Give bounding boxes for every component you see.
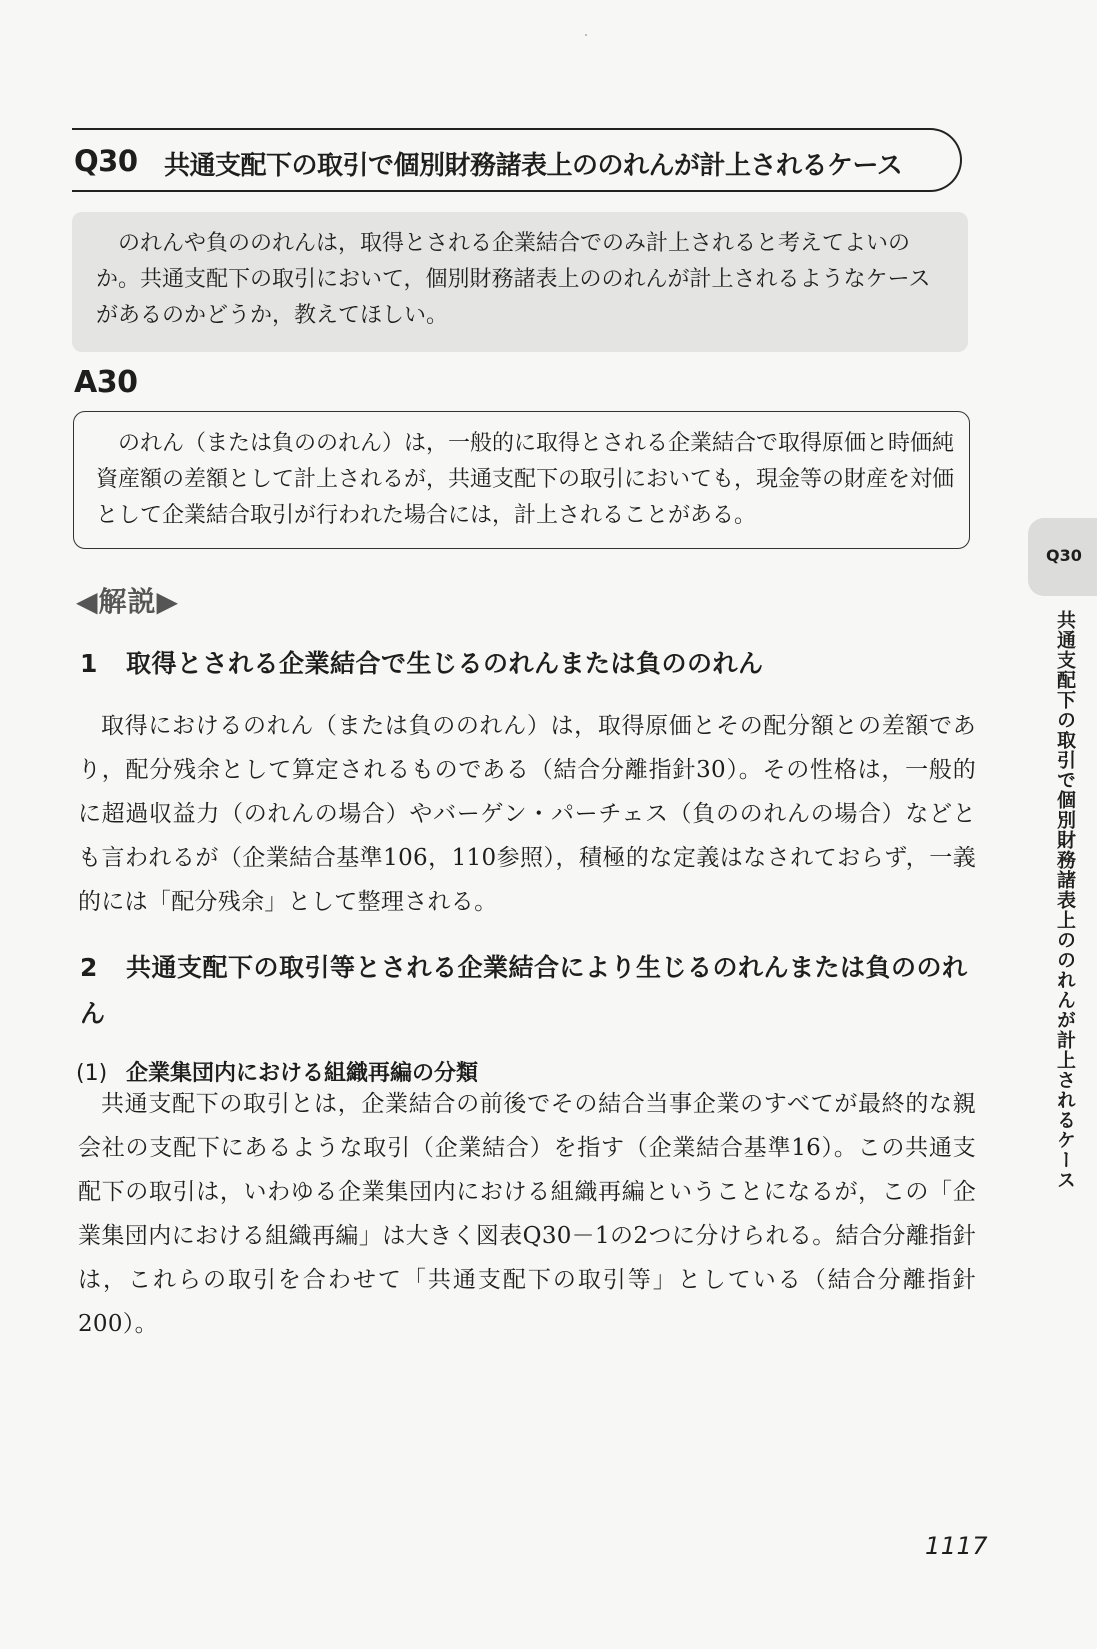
question-title-bar — [72, 128, 962, 192]
question-title: 共通支配下の取引で個別財務諸表上ののれんが計上されるケース — [164, 151, 903, 181]
question-number: Q30 — [74, 144, 138, 178]
section-number: 2 — [80, 953, 98, 982]
page-number: 1117 — [925, 1532, 989, 1560]
answer-box: のれん（または負ののれん）は，一般的に取得とされる企業結合で取得原価と時価純資産額の差額として計上されるが，共通支配下の取引においても，現金等の財産を対価として企業結合取引が行われた場合には，計上されることがある。 — [73, 411, 970, 549]
commentary-heading: ◀解説▶ — [76, 585, 180, 618]
subsection-title: 企業集団内における組織再編の分類 — [126, 1061, 479, 1086]
section-number: 1 — [80, 649, 98, 678]
section-1-paragraph: 取得におけるのれん（または負ののれん）は，取得原価とその配分額との差額であり，配分残余として算定されるものである（結合分離指針30）。その性格は，一般的に超過収益力（のれんの場合）やバーゲン・パーチェス（負ののれんの場合）などとも言われるが（企業結合基準106，110参照），積極的な定義はなされておらず，一義的には「配分残余」として整理される。 — [78, 713, 976, 915]
running-title-vertical: 共通支配下の取引で個別財務諸表上ののれんが計上されるケース — [1054, 610, 1076, 1190]
question-box: のれんや負ののれんは，取得とされる企業結合でのみ計上されると考えてよいのか。共通支配下の取引において，個別財務諸表上ののれんが計上されるようなケースがあるのかどうか，教えてほしい。 — [72, 212, 968, 352]
scan-speck — [585, 34, 587, 36]
section-heading-1 — [80, 644, 764, 680]
answer-number: A30 — [74, 365, 138, 400]
section-heading-2 — [80, 945, 980, 1037]
section-title: 取得とされる企業結合で生じるのれんまたは負ののれん — [126, 649, 764, 678]
chapter-tab — [1028, 518, 1097, 596]
chapter-tab-label: Q30 — [1046, 546, 1082, 565]
subsection-number: (1) — [76, 1061, 108, 1086]
section-title: 共通支配下の取引等とされる企業結合により生じるのれんまたは負ののれん — [80, 953, 968, 1028]
section-2-paragraph: 共通支配下の取引とは，企業結合の前後でその結合当事企業のすべてが最終的な親会社の支配下にあるような取引（企業結合）を指す（企業結合基準16）。この共通支配下の取引は，いわゆる企業集団内における組織再編ということになるが，この「企業集団内における組織再編」は大きく図表Q30－1の2つに分けられる。結合分離指針は，これらの取引を合わせて「共通支配下の取引等」としている（結合分離指針200）。 — [78, 1091, 976, 1337]
